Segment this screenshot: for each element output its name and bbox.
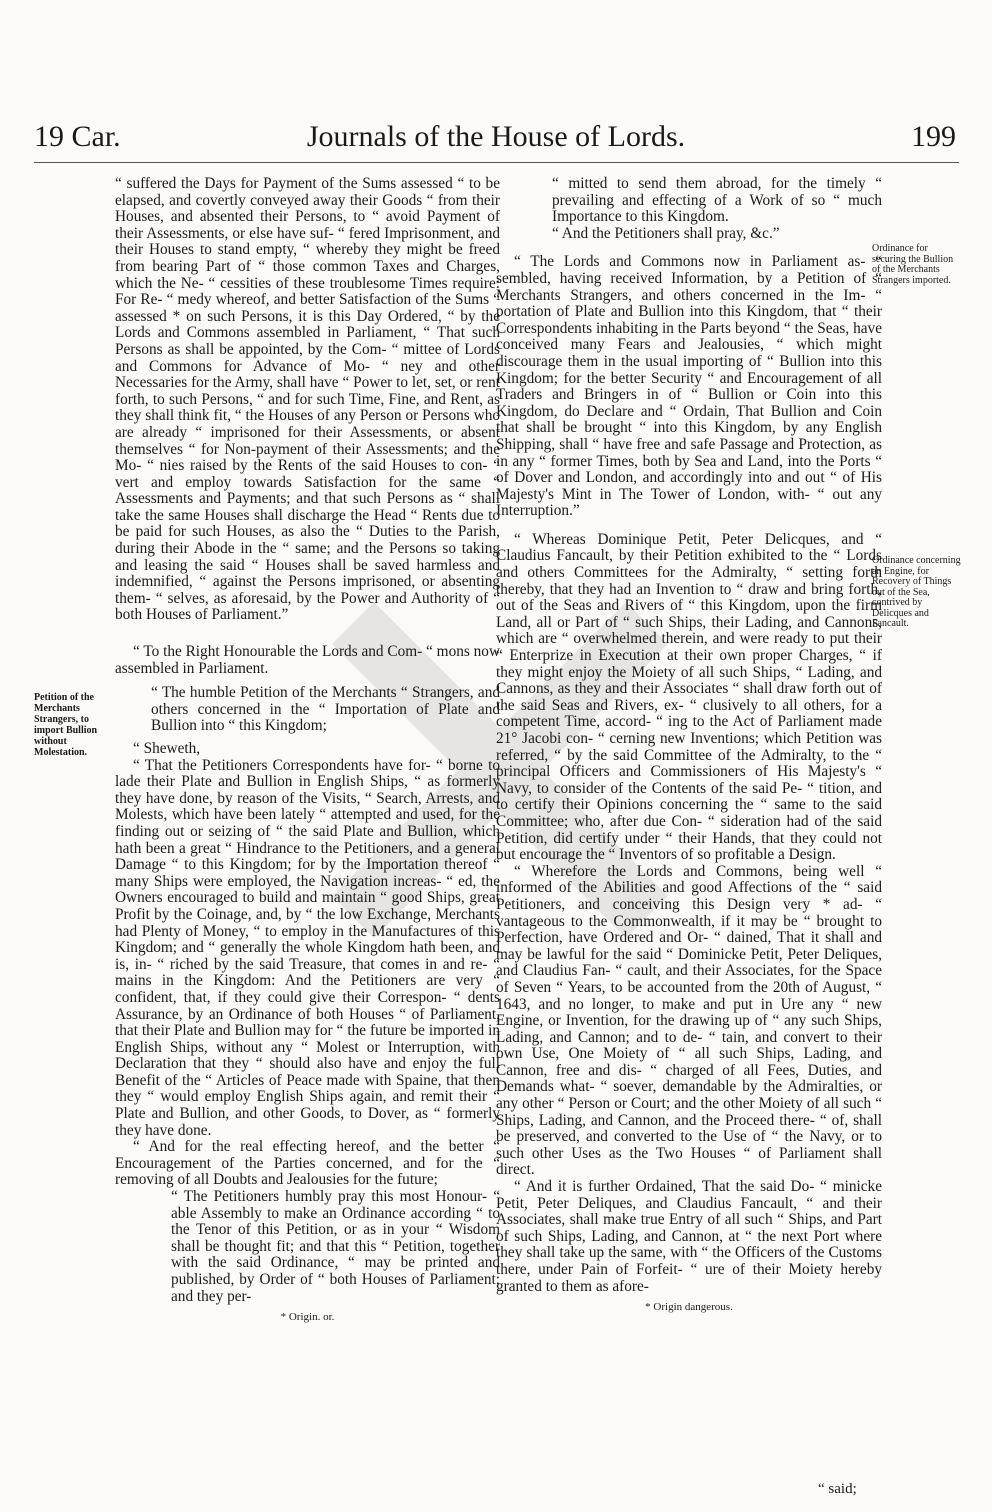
margin-note-engine: Ordinance concerning an Engine, for Recovery of Things out of the Sea, contrived by Delicques and Fancault. bbox=[872, 555, 961, 629]
header-rule bbox=[34, 162, 959, 163]
paragraph: “ Whereas Dominique Petit, Peter Delicques, and “ Claudius Fancault, by their Petition exhibited to the “ Lords and others Committees for the Admiralty, “ setting forth thereby, that they had an Invention to “ draw and bring forth, out of the Seas and Rivers of “ this Kingdom, upon the firm Land, all or Part of “ such Ships, their Lading, and Cannons, which are “ overwhelmed therein, and were ready to put their “ Enterprize in Execution at their own proper Charges, “ if they might enjoy the Moiety of all such Ships, “ Lading, and Cannons, as they and their Associates “ shall draw forth out of the said Seas and Rivers, ex- “ clusively to all others, for a competent Time, accord- “ ing to the Act of Parliament made 21° Jacobi con- “ cerning new Inventions; which Petition was referred, “ by the said Committee of the Admiralty, to the “ principal Officers and Commissioners of His Majesty's “ Navy, to consider of the Contents of the said Pe- “ tition, and to certify their Opinions concerning the “ same to the said Committee; who, after due Con- “ sideration had of the said Petition, did certify under “ their Hands, that they could not but encourage the “ Inventors of so profitable a Design. bbox=[496, 530, 882, 864]
regnal-year: 19 Car. bbox=[34, 120, 121, 153]
paragraph: “ Wherefore the Lords and Commons, being well “ informed of the Abilities and good Affections of the “ said Petitioners, and conceiving this Design very * ad- “ vantageous to the Commonwealth, if it may be “ brought to Perfection, have Ordered and Or- “ dained, That it shall and may be lawful for the said “ Dominicke Petit, Peter Deliques, and Claudius Fan- “ cault, and their Associates, for the Space of Seven “ Years, to be accounted from the 20th of August, “ 1643, and no longer, to make and put in Ure any “ new Engine, or Invention, for the drawing up of “ any such Ships, Lading, and Cannon; and to de- “ tain, and convert to their own Use, One Moiety of “ all such Ships, Lading, and Cannon, free and dis- “ charged of all Fees, Duties, and Demands what- “ soever, demandable by the Admiralties, or any other “ Person or Court; and the other Moiety of all such “ Ships, Lading, and Cannon, and the Proceed there- “ of, shall be preserved, and converted to the Use of “ the Navy, or to such other Uses as the Two Houses “ of Parliament shall direct. bbox=[496, 862, 882, 1179]
footnote: * Origin dangerous. bbox=[645, 1301, 733, 1314]
page-title: Journals of the House of Lords. bbox=[306, 120, 686, 153]
paragraph: “ And for the real effecting hereof, and the better “ Encouragement of the Parties concerned, and for the “ removing of all Doubts and Jealousies for the future; bbox=[115, 1138, 500, 1189]
paragraph: “ To the Right Honourable the Lords and Com- “ mons now assembled in Parliament. bbox=[115, 643, 500, 677]
footnote: * Origin. or. bbox=[280, 1311, 335, 1324]
paragraph: “ Sheweth, bbox=[133, 740, 201, 757]
running-header bbox=[0, 120, 992, 160]
margin-note-bullion: Ordinance for securing the Bullion of the Merchants Strangers imported. bbox=[872, 243, 954, 286]
paragraph: “ And the Petitioners shall pray, &c.” bbox=[552, 224, 780, 242]
left-column bbox=[115, 176, 500, 1326]
margin-note-petition: Petition of the Merchants Strangers, to import Bullion without Molestation. bbox=[34, 692, 98, 758]
paragraph: “ The Petitioners humbly pray this most Honour- “ able Assembly to make an Ordinance according “ to the Tenor of this Petition, or as in your “ Wisdom shall be thought fit; and that this “ Petition, together with the said Ordinance, “ may be printed and published, by Order of “ both Houses of Parliament; and they per- bbox=[171, 1188, 500, 1305]
paragraph: “ suffered the Days for Payment of the Sums assessed “ to be elapsed, and covertly conveyed away their Goods “ from their Houses, and absented their Persons, to “ avoid Payment of their Assessments, or else have suf- “ fered Imprisonment, and their Houses to stand empty, “ whereby they might be freed from bearing Part of “ those common Taxes and Charges, which the Ne- “ cessities of these troublesome Times require: For Re- “ medy whereof, and better Satisfaction of the Sums “ assessed * on such Persons, it is this Day Ordered, “ by the Lords and Commons assembled in Parliament, “ That such Persons as shall be appointed, by the Com- “ mittee of Lords and Commons for Advance of Mo- “ ney and other Necessaries for the Army, shall have “ Power to let, set, or rent forth, to such Persons, “ and for such Time, Fine, and Rent, as they shall think fit, “ the Houses of any Person or Persons who are already “ imprisoned for their Assessments, or absent themselves “ for Non-payment of their Assessments; and the Mo- “ nies raised by the Rents of the said Houses to con- “ vert and employ towards Satisfaction for the same “ Assessments and Payments; and that such Persons as “ shall take the same Houses shall discharge the Head “ Rents due to be paid for such Houses, as also the “ Duties to the Parish, during their Abode in the “ same; and the Persons so taking and leasing the said “ Houses shall be saved harmless and indemnified, “ against the Persons imprisoned, or absenting them- “ selves, as aforesaid, by the Power and Authority of “ both Houses of Parliament.” bbox=[115, 175, 500, 624]
paragraph: “ That the Petitioners Correspondents have for- “ borne to lade their Plate and Bullion in English Ships, “ as formerly they have done, by reason of the Visits, “ Search, Arrests, and Molests, which have been lately “ attempted and used, for the finding out or seizing of “ the said Plate and Bullion, which hath been a great “ Hindrance to the Petitioners, and a general Damage “ to this Kingdom; for by the Importation thereof “ many Ships were employed, the Navigation increas- “ ed, the Owners encouraged to build and maintain “ good Ships, great Profit by the Coinage, and, by “ the low Exchange, Merchants had Plenty of Money, “ to employ in the Manufactures of this Kingdom; and “ generally the whole Kingdom hath been, and is, in- “ riched by the said Treasure, that comes in and re- “ mains in the Kingdom: And the Petitioners are very “ confident, that, if they could give their Correspon- “ dents Assurance, by an Ordinance of both Houses “ of Parliament, that their Plate and Bullion may for “ the future be imported in English Ships, without any “ Molest or Interruption, with Declaration that they “ should also have and enjoy the full Benefit of the “ Articles of Peace made with Spaine, that then they “ would employ English Ships again, and remit their “ Plate and Bullion, and other Goods, to Dover, as “ formerly they have done. bbox=[115, 756, 500, 1139]
right-column bbox=[496, 176, 882, 1316]
paragraph: “ The Lords and Commons now in Parliament as- “ sembled, having received Information, by a Petition of “ Merchants Strangers, and others concerned in the Im- “ portation of Plate and Bullion into this Kingdom, that “ their Correspondents inhabiting in the Parts beyond “ the Seas, have conceived many Fears and Jealousies, “ which might discourage them in the usual importing of “ Bullion into this Kingdom; for the better Security “ and Encouragement of all Traders and Bringers in of “ Bullion or Coin into this Kingdom, do Declare and “ Ordain, That Bullion and Coin that shall be brought “ into this Kingdom, by any English Shipping, shall “ have free and safe Passage and Protection, as in any “ former Times, both by Sea and Land, into the Ports “ of Dover and London, and accordingly into and out “ of His Majesty's Mint in The Tower of London, with- “ out any Interruption.” bbox=[496, 253, 882, 520]
page-number: 199 bbox=[911, 120, 956, 153]
catchword: “ said; bbox=[818, 1481, 857, 1497]
paragraph: “ mitted to send them abroad, for the timely “ prevailing and effecting of a Work of so “ much Importance to this Kingdom. bbox=[552, 175, 882, 226]
paragraph: “ And it is further Ordained, That the said Do- “ minicke Petit, Peter Deliques, and Claudius Fancault, “ and their Associates, shall make true Entry of all such “ Ships, and Part of such Ships, Lading, and Cannon, at “ the next Port where they shall take up the same, with “ the Officers of the Customs there, under Pain of Forfeit- “ ure of their Moiety hereby granted to them as afore- bbox=[496, 1178, 882, 1295]
paragraph: “ The humble Petition of the Merchants “ Strangers, and others concerned in the “ Importation of Plate and Bullion into “ this Kingdom; bbox=[151, 684, 500, 735]
